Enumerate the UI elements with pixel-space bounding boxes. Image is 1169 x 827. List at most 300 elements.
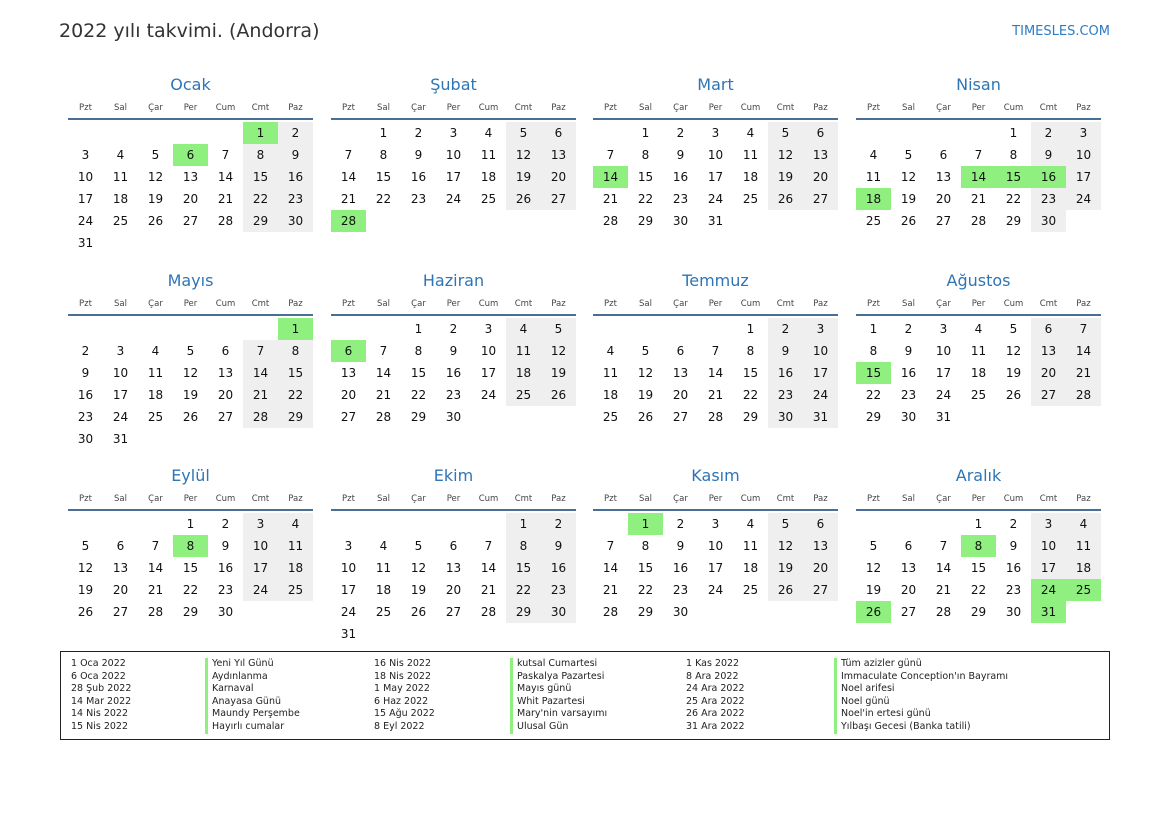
calendar-day: 30 [768, 406, 803, 428]
calendar-day: 18 [602, 388, 619, 402]
weekday-header: Cmt [1039, 103, 1058, 113]
calendar-day: 20 [803, 166, 838, 188]
weekday-header: Pzt [867, 299, 880, 309]
calendar-day: 24 [77, 214, 94, 228]
weekday-header: Per [971, 494, 986, 504]
calendar-day: 3 [449, 126, 458, 140]
calendar-day: 25 [970, 388, 987, 402]
calendar-day: 1 [414, 322, 423, 336]
calendar-day: 16 [768, 362, 803, 384]
legend-date: 14 Mar 2022 [71, 695, 132, 707]
holiday-day: 25 [1066, 579, 1101, 601]
calendar-day: 30 [672, 605, 689, 619]
month-name: Ağustos [946, 271, 1011, 290]
calendar-day: 29 [243, 210, 278, 232]
calendar-day: 12 [1005, 344, 1022, 358]
calendar-day: 27 [900, 605, 917, 619]
legend-holiday-name: Aydınlanma [212, 670, 268, 682]
calendar-day: 26 [506, 188, 541, 210]
calendar-day: 18 [742, 561, 759, 575]
calendar-day: 5 [641, 344, 650, 358]
legend-date: 25 Ara 2022 [686, 695, 745, 707]
calendar-day: 22 [182, 583, 199, 597]
calendar-day: 26 [768, 188, 803, 210]
calendar-day: 28 [602, 214, 619, 228]
legend-date: 1 Oca 2022 [71, 658, 126, 669]
legend-holiday-name: Maundy Perşembe [212, 708, 300, 720]
legend-holiday-name: Noel günü [841, 695, 890, 707]
calendar-day: 4 [974, 322, 983, 336]
calendar-day: 23 [1031, 188, 1066, 210]
calendar-day: 2 [904, 322, 913, 336]
calendar-day: 5 [541, 318, 576, 340]
calendar-day: 10 [707, 148, 724, 162]
calendar-day: 19 [768, 166, 803, 188]
calendar-day: 12 [77, 561, 94, 575]
calendar-day: 3 [1031, 513, 1066, 535]
calendar-day: 16 [217, 561, 234, 575]
calendar-day: 21 [243, 384, 278, 406]
calendar-day: 24 [1066, 188, 1101, 210]
calendar-day: 7 [243, 340, 278, 362]
weekday-header: Cum [478, 103, 499, 113]
calendar-day: 17 [112, 388, 129, 402]
calendar-day: 11 [742, 539, 759, 553]
calendar-day: 16 [77, 388, 94, 402]
calendar-day: 5 [768, 122, 803, 144]
weekday-header: Sal [639, 299, 652, 309]
calendar-day: 16 [900, 366, 917, 380]
weekday-header: Cum [740, 103, 761, 113]
holiday-day: 31 [1031, 601, 1066, 623]
legend-date: 24 Ara 2022 [686, 683, 745, 695]
calendar-day: 23 [900, 388, 917, 402]
calendar-day: 14 [707, 366, 724, 380]
calendar-day: 22 [243, 188, 278, 210]
calendar-day: 11 [742, 148, 759, 162]
calendar-day: 31 [803, 406, 838, 428]
calendar-day: 4 [278, 513, 313, 535]
legend-date: 6 Haz 2022 [374, 695, 429, 707]
calendar-day: 17 [445, 170, 462, 184]
calendar-day: 10 [243, 535, 278, 557]
calendar-day: 4 [116, 148, 125, 162]
calendar-day: 9 [414, 148, 423, 162]
calendar-day: 11 [480, 148, 497, 162]
calendar-day: 9 [1009, 539, 1018, 553]
calendar-day: 14 [375, 366, 392, 380]
calendar-day: 4 [484, 126, 493, 140]
calendar-day: 7 [484, 539, 493, 553]
calendar-day: 5 [768, 513, 803, 535]
calendar-day: 3 [243, 513, 278, 535]
calendar-day: 9 [1031, 144, 1066, 166]
weekday-header: Sal [639, 103, 652, 113]
calendar-day: 25 [742, 192, 759, 206]
holiday-day: 14 [961, 166, 996, 188]
calendar-day: 28 [480, 605, 497, 619]
calendar-day: 19 [900, 192, 917, 206]
calendar-day: 31 [112, 432, 129, 446]
holiday-day: 14 [593, 166, 628, 188]
calendar-day: 25 [278, 579, 313, 601]
weekday-header: Sal [114, 494, 127, 504]
calendar-day: 24 [707, 583, 724, 597]
weekday-header: Paz [1076, 494, 1091, 504]
weekday-header: Paz [551, 494, 566, 504]
weekday-header: Pzt [79, 494, 92, 504]
calendar-day: 7 [151, 539, 160, 553]
calendar-day: 12 [865, 561, 882, 575]
calendar-day: 20 [803, 557, 838, 579]
calendar-day: 24 [112, 410, 129, 424]
calendar-day: 10 [340, 561, 357, 575]
weekday-header: Paz [1076, 299, 1091, 309]
calendar-day: 9 [768, 340, 803, 362]
month-name: Mart [697, 75, 734, 94]
weekday-header: Pzt [867, 103, 880, 113]
calendar-day: 14 [340, 170, 357, 184]
calendar-day: 18 [147, 388, 164, 402]
calendar-day: 3 [344, 539, 353, 553]
calendar-day: 18 [742, 170, 759, 184]
month-name: Temmuz [682, 271, 749, 290]
calendar-day: 19 [410, 583, 427, 597]
calendar-day: 2 [1031, 122, 1066, 144]
calendar-day: 1 [641, 126, 650, 140]
calendar-day: 21 [217, 192, 234, 206]
calendar-day: 31 [707, 214, 724, 228]
calendar-day: 8 [379, 148, 388, 162]
calendar-day: 30 [278, 210, 313, 232]
calendar-day: 9 [449, 344, 458, 358]
calendar-day: 16 [1005, 561, 1022, 575]
calendar-day: 23 [445, 388, 462, 402]
calendar-day: 27 [672, 410, 689, 424]
calendar-day: 23 [541, 579, 576, 601]
calendar-day: 1 [746, 322, 755, 336]
calendar-day: 19 [768, 557, 803, 579]
header-divider [593, 314, 838, 316]
header-divider [593, 118, 838, 120]
calendar-day: 11 [602, 366, 619, 380]
calendar-day: 7 [939, 539, 948, 553]
calendar-day: 8 [869, 344, 878, 358]
legend-date: 16 Nis 2022 [374, 658, 431, 669]
calendar-day: 4 [506, 318, 541, 340]
calendar-day: 19 [147, 192, 164, 206]
calendar-day: 30 [541, 601, 576, 623]
calendar-day: 19 [541, 362, 576, 384]
calendar-day: 5 [151, 148, 160, 162]
calendar-day: 5 [81, 539, 90, 553]
calendar-day: 28 [243, 406, 278, 428]
calendar-day: 22 [742, 388, 759, 402]
holiday-day: 24 [1031, 579, 1066, 601]
calendar-day: 6 [221, 344, 230, 358]
calendar-day: 22 [375, 192, 392, 206]
weekday-header: Paz [288, 103, 303, 113]
weekday-header: Sal [902, 103, 915, 113]
legend-holiday-name: Noel arifesi [841, 683, 895, 695]
weekday-header: Per [708, 494, 723, 504]
weekday-header: Per [183, 103, 198, 113]
holiday-day: 8 [961, 535, 996, 557]
weekday-header: Sal [902, 299, 915, 309]
calendar-day: 29 [278, 406, 313, 428]
calendar-day: 20 [900, 583, 917, 597]
weekday-header: Pzt [604, 299, 617, 309]
month-name: Eylül [171, 466, 210, 485]
calendar-day: 26 [1005, 388, 1022, 402]
calendar-day: 11 [278, 535, 313, 557]
calendar-day: 29 [970, 605, 987, 619]
weekday-header: Çar [673, 299, 688, 309]
calendar-day: 22 [410, 388, 427, 402]
weekday-header: Paz [551, 103, 566, 113]
calendar-day: 30 [1005, 605, 1022, 619]
calendar-day: 3 [81, 148, 90, 162]
holiday-day: 15 [856, 362, 891, 384]
header-divider [856, 314, 1101, 316]
calendar-day: 26 [637, 410, 654, 424]
calendar-day: 6 [803, 513, 838, 535]
calendar-day: 28 [707, 410, 724, 424]
weekday-header: Pzt [342, 103, 355, 113]
calendar-day: 25 [865, 214, 882, 228]
calendar-day: 17 [707, 561, 724, 575]
weekday-header: Per [971, 103, 986, 113]
weekday-header: Sal [114, 103, 127, 113]
calendar-day: 13 [803, 535, 838, 557]
holiday-day: 15 [996, 166, 1031, 188]
holiday-day: 1 [628, 513, 663, 535]
calendar-day: 2 [676, 126, 685, 140]
month-name: Ocak [170, 75, 211, 94]
calendar-day: 14 [480, 561, 497, 575]
holiday-day: 8 [173, 535, 208, 557]
calendar-day: 20 [182, 192, 199, 206]
month-9 [68, 466, 313, 656]
calendar-day: 21 [602, 192, 619, 206]
weekday-header: Cum [478, 299, 499, 309]
holiday-legend [60, 651, 1110, 740]
calendar-day: 11 [1066, 535, 1101, 557]
holiday-day: 16 [1031, 166, 1066, 188]
calendar-day: 22 [865, 388, 882, 402]
calendar-day: 17 [1066, 166, 1101, 188]
weekday-header: Cum [1003, 299, 1024, 309]
calendar-day: 29 [637, 214, 654, 228]
calendar-day: 13 [900, 561, 917, 575]
calendar-day: 15 [970, 561, 987, 575]
legend-holiday-name: Tüm azizler günü [841, 658, 922, 669]
legend-holiday-name: Karnaval [212, 683, 254, 695]
calendar-day: 27 [445, 605, 462, 619]
calendar-day: 9 [278, 144, 313, 166]
site-link[interactable]: TIMESLES.COM [1012, 24, 1110, 39]
calendar-day: 13 [112, 561, 129, 575]
calendar-day: 10 [445, 148, 462, 162]
legend-holiday-name: Noel'in ertesi günü [841, 708, 931, 720]
calendar-day: 20 [672, 388, 689, 402]
calendar-day: 5 [186, 344, 195, 358]
calendar-day: 2 [768, 318, 803, 340]
calendar-day: 30 [1031, 210, 1066, 232]
calendar-day: 8 [1009, 148, 1018, 162]
calendar-day: 1 [186, 517, 195, 531]
weekday-header: Sal [114, 299, 127, 309]
weekday-header: Cum [478, 494, 499, 504]
calendar-day: 14 [602, 561, 619, 575]
weekday-header: Cum [1003, 494, 1024, 504]
month-name: Nisan [956, 75, 1001, 94]
weekday-header: Sal [377, 494, 390, 504]
weekday-header: Çar [411, 494, 426, 504]
calendar-day: 3 [1066, 122, 1101, 144]
calendar-day: 21 [1066, 362, 1101, 384]
calendar-day: 28 [147, 605, 164, 619]
calendar-day: 15 [278, 362, 313, 384]
weekday-header: Pzt [604, 103, 617, 113]
calendar-day: 3 [939, 322, 948, 336]
calendar-day: 10 [707, 539, 724, 553]
calendar-day: 1 [379, 126, 388, 140]
calendar-day: 16 [410, 170, 427, 184]
weekday-header: Cmt [251, 103, 270, 113]
calendar-day: 15 [742, 366, 759, 380]
calendar-day: 23 [278, 188, 313, 210]
calendar-day: 3 [711, 126, 720, 140]
calendar-day: 1 [869, 322, 878, 336]
calendar-day: 2 [449, 322, 458, 336]
calendar-day: 21 [707, 388, 724, 402]
calendar-day: 28 [935, 605, 952, 619]
legend-date: 15 Nis 2022 [71, 720, 128, 732]
calendar-day: 25 [112, 214, 129, 228]
calendar-day: 8 [746, 344, 755, 358]
calendar-day: 7 [1066, 318, 1101, 340]
calendar-day: 17 [707, 170, 724, 184]
weekday-header: Sal [639, 494, 652, 504]
weekday-header: Paz [813, 494, 828, 504]
month-1 [68, 75, 313, 265]
legend-date: 1 Kas 2022 [686, 658, 740, 669]
calendar-day: 5 [506, 122, 541, 144]
calendar-day: 10 [112, 366, 129, 380]
calendar-day: 27 [1031, 384, 1066, 406]
calendar-day: 22 [637, 583, 654, 597]
calendar-day: 4 [869, 148, 878, 162]
calendar-day: 10 [1066, 144, 1101, 166]
calendar-day: 21 [602, 583, 619, 597]
calendar-day: 24 [480, 388, 497, 402]
legend-holiday-name: Anayasa Günü [212, 695, 282, 707]
weekday-header: Cum [740, 299, 761, 309]
calendar-day: 17 [243, 557, 278, 579]
weekday-header: Çar [411, 103, 426, 113]
calendar-day: 1 [974, 517, 983, 531]
calendar-day: 8 [414, 344, 423, 358]
calendar-day: 14 [1066, 340, 1101, 362]
legend-holiday-name: Mary'nin varsayımı [517, 708, 608, 720]
calendar-day: 12 [541, 340, 576, 362]
calendar-day: 29 [506, 601, 541, 623]
legend-holiday-name: Whit Pazartesi [517, 695, 585, 707]
calendar-day: 18 [375, 583, 392, 597]
calendar-day: 25 [147, 410, 164, 424]
calendar-day: 4 [746, 126, 755, 140]
weekday-header: Çar [148, 299, 163, 309]
weekday-header: Cum [215, 494, 236, 504]
calendar-day: 6 [803, 122, 838, 144]
calendar-day: 26 [182, 410, 199, 424]
calendar-day: 7 [221, 148, 230, 162]
calendar-day: 15 [506, 557, 541, 579]
calendar-day: 23 [217, 583, 234, 597]
calendar-day: 1 [506, 513, 541, 535]
header-divider [331, 118, 576, 120]
weekday-header: Paz [551, 299, 566, 309]
calendar-day: 2 [1009, 517, 1018, 531]
month-6 [331, 271, 576, 461]
calendar-day: 27 [541, 188, 576, 210]
weekday-header: Çar [673, 103, 688, 113]
calendar-day: 12 [182, 366, 199, 380]
weekday-header: Cum [215, 103, 236, 113]
calendar-day: 21 [480, 583, 497, 597]
calendar-day: 2 [81, 344, 90, 358]
weekday-header: Cmt [776, 299, 795, 309]
legend-date: 31 Ara 2022 [686, 720, 745, 732]
calendar-day: 27 [112, 605, 129, 619]
header-divider [331, 314, 576, 316]
calendar-day: 18 [1066, 557, 1101, 579]
calendar-day: 27 [935, 214, 952, 228]
calendar-day: 22 [278, 384, 313, 406]
calendar-day: 13 [541, 144, 576, 166]
legend-holiday-name: kutsal Cumartesi [517, 658, 598, 669]
calendar-day: 7 [344, 148, 353, 162]
calendar-day: 23 [1005, 583, 1022, 597]
calendar-day: 2 [278, 122, 313, 144]
legend-holiday-name: Yılbaşı Gecesi (Banka tatili) [841, 720, 971, 732]
holiday-day: 28 [331, 210, 366, 232]
calendar-day: 22 [970, 583, 987, 597]
calendar-day: 30 [900, 410, 917, 424]
calendar-day: 29 [742, 410, 759, 424]
weekday-header: Cum [740, 494, 761, 504]
calendar-day: 25 [375, 605, 392, 619]
calendar-day: 17 [1031, 557, 1066, 579]
month-4 [856, 75, 1101, 265]
weekday-header: Çar [936, 299, 951, 309]
calendar-day: 21 [147, 583, 164, 597]
legend-date: 1 May 2022 [374, 683, 430, 695]
calendar-day: 25 [480, 192, 497, 206]
calendar-day: 12 [768, 535, 803, 557]
legend-name-column [834, 658, 1008, 734]
month-8 [856, 271, 1101, 461]
calendar-day: 14 [935, 561, 952, 575]
legend-date-column [686, 658, 745, 734]
calendar-day: 19 [637, 388, 654, 402]
weekday-header: Cmt [1039, 494, 1058, 504]
calendar-day: 8 [641, 539, 650, 553]
calendar-day: 13 [445, 561, 462, 575]
header-divider [593, 509, 838, 511]
calendar-day: 8 [278, 340, 313, 362]
